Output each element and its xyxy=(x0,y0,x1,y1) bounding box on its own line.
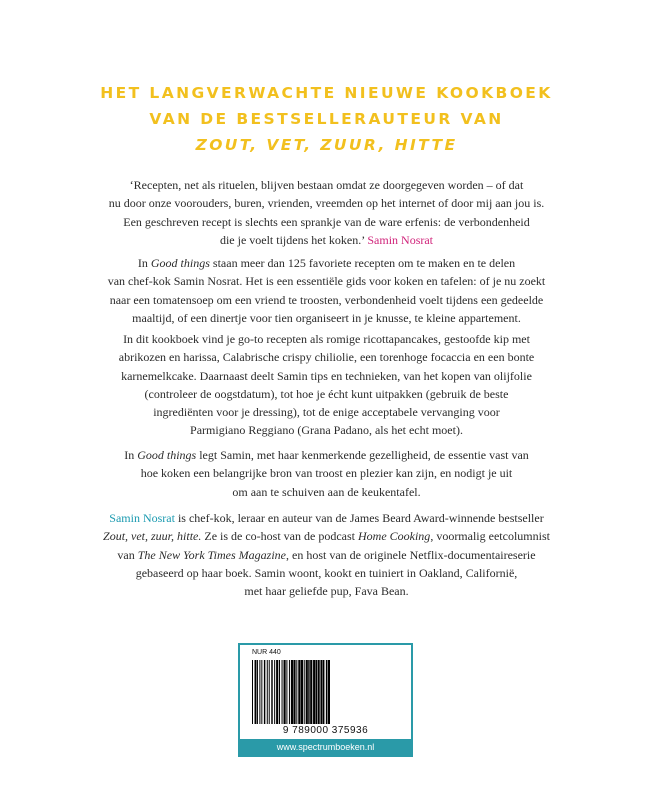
recipes-line: (controleer de oogstdatum), tot hoe je écht kunt uitpakken (gebruik de beste xyxy=(144,386,509,401)
intro-text: staan meer dan 125 favoriete recepten om te maken en te delen xyxy=(209,256,516,270)
book-title: Good things xyxy=(150,256,210,270)
previous-book-title: Zout, vet, zuur, hitte. xyxy=(103,529,202,544)
recipes-line: ingrediënten voor je dressing), tot de enige acceptabele vervanging voor xyxy=(153,405,500,420)
headline-book-title: ZOUT, VET, ZUUR, HITTE xyxy=(195,136,458,154)
quote-line: Een geschreven recept is slechts een sprankje van de ware erfenis: de verbondenheid xyxy=(123,214,530,229)
barcode-bar xyxy=(276,660,278,724)
isbn-number: 9 789000 375936 xyxy=(282,725,369,736)
recipes-line: In dit kookboek vind je go-to recepten als romige ricottapancakes, gestoofde kip met xyxy=(123,332,530,346)
bio-text: van xyxy=(117,547,138,562)
headline-line-1: HET LANGVERWACHTE NIEUWE KOOKBOEK xyxy=(100,84,553,102)
barcode-bar xyxy=(298,660,300,724)
intro-line: van chef-kok Samin Nosrat. Het is een essentiële gids voor koken en tafelen: of je nu zoekt xyxy=(107,274,546,289)
barcode-bar xyxy=(269,660,270,724)
recipes-line: karnemelkcake. Daarnaast deelt Samin tips en technieken, van het kopen van olijfolie xyxy=(121,368,532,383)
barcode-bar xyxy=(306,660,308,724)
bio-text: is chef-kok, leraar en auteur van de James Beard Award-winnende bestseller xyxy=(174,511,544,525)
barcode-bar xyxy=(304,660,305,724)
quote-line: die je voelt tijdens het koken.’ xyxy=(219,232,365,247)
bio-text: , voormalig eetcolumnist xyxy=(430,529,550,544)
intro-text: In xyxy=(137,256,151,270)
closing-text: In xyxy=(124,448,138,462)
bio-line: gebaseerd op haar boek. Samin woont, kookt en tuiniert in Oakland, Californië, xyxy=(135,565,518,580)
barcode-bar xyxy=(286,660,287,724)
barcode-icon xyxy=(252,660,399,724)
barcode-bar xyxy=(293,660,295,724)
barcode-bar xyxy=(291,660,293,724)
intro-line: naar een tomatensoep om een vriend te troosten, verbondenheid voelt tijdens een gedeelde xyxy=(109,292,544,307)
recipes-line: Parmigiano Reggiano (Grana Padano, als het echt moet). xyxy=(190,423,463,438)
intro-line: maaltijd, of een dinertje voor tien organiseert in je knusse, te kleine appartement. xyxy=(132,310,521,325)
quote-line: ‘Recepten, net als rituelen, blijven bestaan omdat ze doorgegeven worden – of dat xyxy=(129,178,524,192)
closing-line: hoe koken een belangrijke bron van troost en plezier kan zijn, en nodigt je uit xyxy=(140,466,513,481)
quote-paragraph xyxy=(60,176,593,249)
barcode-bar xyxy=(259,660,260,724)
bio-line: met haar geliefde pup, Fava Bean. xyxy=(244,584,409,599)
barcode-bar xyxy=(301,660,303,724)
barcode-bar xyxy=(282,660,283,724)
barcode-block xyxy=(238,643,413,757)
barcode-bar xyxy=(252,660,253,724)
barcode-bar xyxy=(310,660,312,724)
magazine-title: The New York Times Magazine xyxy=(137,547,286,562)
bio-text: , en host van de originele Netflix-documentaireserie xyxy=(286,547,536,562)
barcode-bar xyxy=(316,660,317,724)
barcode-bar xyxy=(308,660,309,724)
barcode-bar xyxy=(296,660,297,724)
headline xyxy=(0,80,653,158)
closing-line: om aan te schuiven aan de keukentafel. xyxy=(232,484,421,499)
barcode-bar xyxy=(313,660,315,724)
publisher-website: www.spectrumboeken.nl xyxy=(240,739,411,755)
barcode-bar xyxy=(289,660,290,724)
barcode-bar xyxy=(326,660,327,724)
bio-text: Ze is de co-host van de podcast xyxy=(201,529,358,544)
barcode-bar xyxy=(271,660,272,724)
barcode-bar xyxy=(320,660,322,724)
barcode-bar xyxy=(264,660,265,724)
barcode-bar xyxy=(255,660,256,724)
book-title: Good things xyxy=(137,448,197,462)
barcode-bar xyxy=(267,660,268,724)
barcode-bar xyxy=(256,660,257,724)
closing-paragraph xyxy=(60,446,593,501)
recipes-line: abrikozen en harissa, Calabrische crispy chiliolie, een torenhoge focaccia en een bonte xyxy=(118,350,535,365)
author-name: Samin Nosrat xyxy=(109,511,175,525)
quote-author: Samin Nosrat xyxy=(367,232,434,247)
barcode-bar xyxy=(284,660,286,724)
intro-paragraph xyxy=(60,254,593,327)
barcode-bar xyxy=(274,660,275,724)
closing-text: legt Samin, met haar kenmerkende gezelligheid, de essentie vast van xyxy=(196,448,529,462)
barcode-bar xyxy=(261,660,262,724)
barcode-bar xyxy=(279,660,280,724)
barcode-bar xyxy=(328,660,330,724)
recipes-paragraph xyxy=(60,330,593,440)
quote-line: nu door onze voorouders, buren, vrienden, vreemden op het internet of door mij aan jou is. xyxy=(108,196,545,211)
podcast-title: Home Cooking xyxy=(357,529,431,544)
headline-line-2: VAN DE BESTSELLERAUTEUR VAN xyxy=(149,110,504,128)
barcode-bar xyxy=(318,660,320,724)
author-bio-paragraph xyxy=(60,509,593,600)
barcode-bar xyxy=(323,660,324,724)
nur-code: NUR 440 xyxy=(252,649,281,656)
